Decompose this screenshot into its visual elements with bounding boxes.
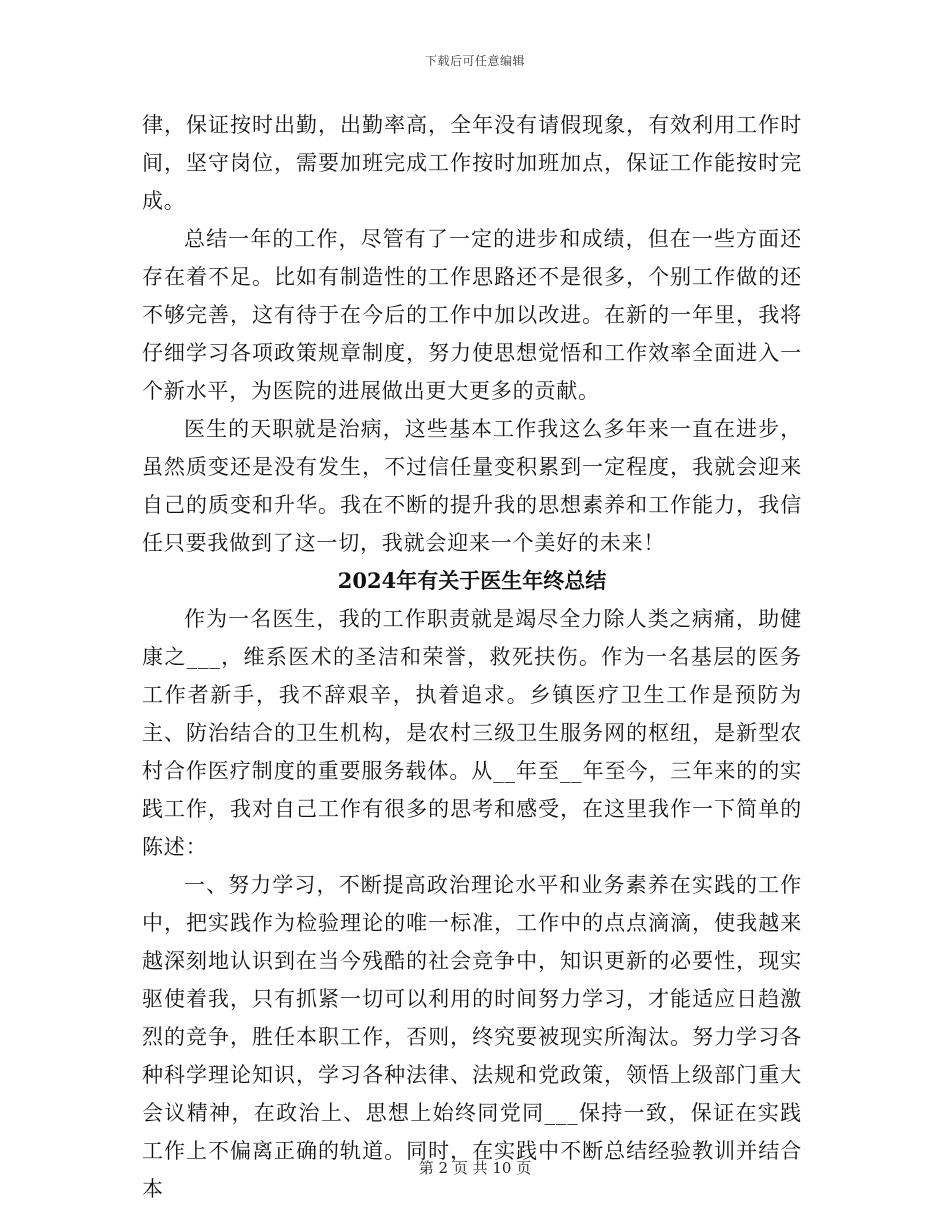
paragraph-2: 总结一年的工作，尽管有了一定的进步和成绩，但在一些方面还存在着不足。比如有制造性的工作思路还不是很多，个别工作做的还不够完善，这有待于在今后的工作中加以改进。在新的一年里，我将仔细学习各项政策规章制度，努力使思想觉悟和工作效率全面进入一个新水平，为医院的进展做出更大更多的贡献。 xyxy=(142,227,802,403)
paragraph-1: 律，保证按时出勤，出勤率高，全年没有请假现象，有效利用工作时间，坚守岗位，需要加班完成工作按时加班加点，保证工作能按时完成。 xyxy=(142,113,802,213)
page-footer: 第 2 页 共 10 页 xyxy=(418,1159,532,1177)
page-header: 下载后可任意编辑 xyxy=(424,54,525,68)
paragraph-3: 医生的天职就是治病，这些基本工作我这么多年来一直在进步，虽然质变还是没有发生，不过信任量变积累到一定程度，我就会迎来自己的质变和升华。我在不断的提升我的思想素养和工作能力，我信任只要我做到了这一切，我就会迎来一个美好的未来！ xyxy=(142,417,802,555)
document-body xyxy=(142,106,802,1208)
paragraph-5: 一、努力学习，不断提高政治理论水平和业务素养在实践的工作中，把实践作为检验理论的唯一标准，工作中的点点滴滴，使我越来越深刻地认识到在当今残酷的社会竞争中，知识更新的必要性，现实驱使着我，只有抓紧一切可以利用的时间努力学习，才能适应日趋激烈的竞争，胜任本职工作，否则，终究要被现实所淘汰。努力学习各种科学理论知识，学习各种法律、法规和党政策，领悟上级部门重大会议精神，在政治上、思想上始终同党同___保持一致，保证在实践工作上不偏离正确的轨道。同时，在实践中不断总结经验教训并结合本 xyxy=(142,873,802,1201)
paragraph-4: 作为一名医生，我的工作职责就是竭尽全力除人类之病痛，助健康之___，维系医术的圣洁和荣誉，救死扶伤。作为一名基层的医务工作者新手，我不辞艰辛，执着追求。乡镇医疗卫生工作是预防为主、防治结合的卫生机构，是农村三级卫生服务网的枢纽，是新型农村合作医疗制度的重要服务载体。从__年至__年至今，三年来的的实践工作，我对自己工作有很多的思考和感受，在这里我作一下简单的陈述： xyxy=(142,607,802,859)
section-heading: 2024年有关于医生年终总结 xyxy=(337,568,607,593)
